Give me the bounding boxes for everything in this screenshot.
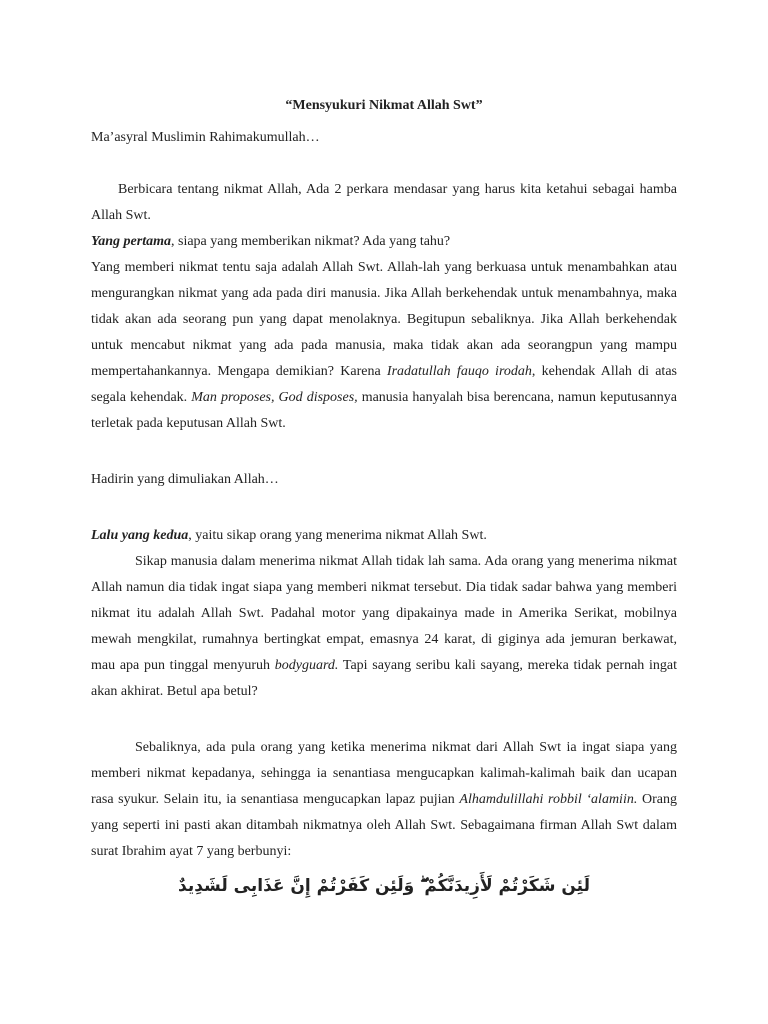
giver-text-3: manusia hanyalah bisa berencana, namun keputusannya terletak pada keputusan Allah Swt.: [91, 390, 678, 431]
document-title: “Mensyukuri Nikmat Allah Swt”: [285, 98, 483, 113]
grateful-text-1: Sebaliknya, ada pula orang yang ketika menerima nikmat dari Allah Swt ia ingat siapa yang memberi nikmat kepadanya, sehingga ia senantiasa mengucapkan kalimah-kalimah baik dan ucapan rasa syukur. Selain itu, ia senantiasa mengucapkan lapaz pujian: [91, 740, 677, 807]
spacer: [91, 437, 677, 467]
paragraph-attitude: [91, 549, 677, 705]
first-point-lead: Yang pertama: [91, 234, 171, 249]
attitude-italic-1: bodyguard.: [274, 658, 339, 673]
address-hadirin: Hadirin yang dimuliakan Allah…: [91, 472, 279, 487]
paragraph-grateful: [91, 735, 677, 865]
paragraph-first-point: [91, 229, 677, 255]
greeting: Ma’asyral Muslimin Rahimakumullah…: [91, 130, 320, 145]
giver-text-1: Yang memberi nikmat tentu saja adalah Allah Swt. Allah-lah yang berkuasa untuk menambahkan atau mengurangkan nikmat yang ada pada diri manusia. Jika Allah berkehendak untuk menambahnya, maka tidak akan ada seorang pun yang dapat menolaknya. Begitupun sebaliknya. Jika Allah berkehendak untuk mencabut nikmat yang ada pada manusia, maka tidak akan ada seorangpun yang mampu mempertahankannya. Mengapa demikian? Karena: [91, 260, 677, 379]
giver-italic-2: Man proposes, God disposes,: [191, 390, 358, 405]
spacer: [91, 705, 677, 735]
paragraph-second-point: [91, 523, 677, 549]
second-point-text: , yaitu sikap orang yang menerima nikmat Allah Swt.: [188, 528, 487, 543]
quran-verse-arabic: لَئِن شَكَرْتُمْ لَأَزِيدَنَّكُمْ ۖ وَلَئِن كَفَرْتُمْ إِنَّ عَذَابِى لَشَدِيدٌ: [178, 876, 590, 896]
spacer: [91, 493, 677, 523]
second-point-lead: Lalu yang kedua: [91, 528, 189, 543]
grateful-italic-1: Alhamdulillahi robbil ‘alamiin.: [459, 792, 638, 807]
grateful-text-2: Orang yang seperti ini pasti akan ditambah nikmatnya oleh Allah Swt. Sebagaimana firman Allah Swt dalam surat Ibrahim ayat 7 yang berbunyi:: [91, 792, 677, 859]
paragraph-intro: Berbicara tentang nikmat Allah, Ada 2 perkara mendasar yang harus kita ketahui sebagai hamba Allah Swt.: [91, 182, 677, 223]
paragraph-giver: [91, 255, 677, 437]
spacer: [91, 151, 677, 177]
attitude-text-1: Sikap manusia dalam menerima nikmat Allah tidak lah sama. Ada orang yang menerima nikmat Allah namun dia tidak ingat siapa yang memberi nikmat tersebut. Dia tidak sadar bahwa yang memberi nikmat itu adalah Allah Swt. Padahal motor yang dipakainya made in Amerika Serikat, mobilnya mewah mengkilat, rumahnya bertingkat empat, emasnya 24 karat, di giginya ada jemuran berkawat, mau apa pun tinggal menyuruh: [91, 554, 677, 673]
giver-italic-1: Iradatullah fauqo irodah: [386, 364, 532, 379]
giver-text-2: , kehendak Allah di atas segala kehendak.: [91, 364, 677, 405]
attitude-text-2: Tapi sayang seribu kali sayang, mereka tidak pernah ingat akan akhirat. Betul apa betul?: [91, 658, 678, 699]
first-point-text: , siapa yang memberikan nikmat? Ada yang tahu?: [171, 234, 451, 249]
